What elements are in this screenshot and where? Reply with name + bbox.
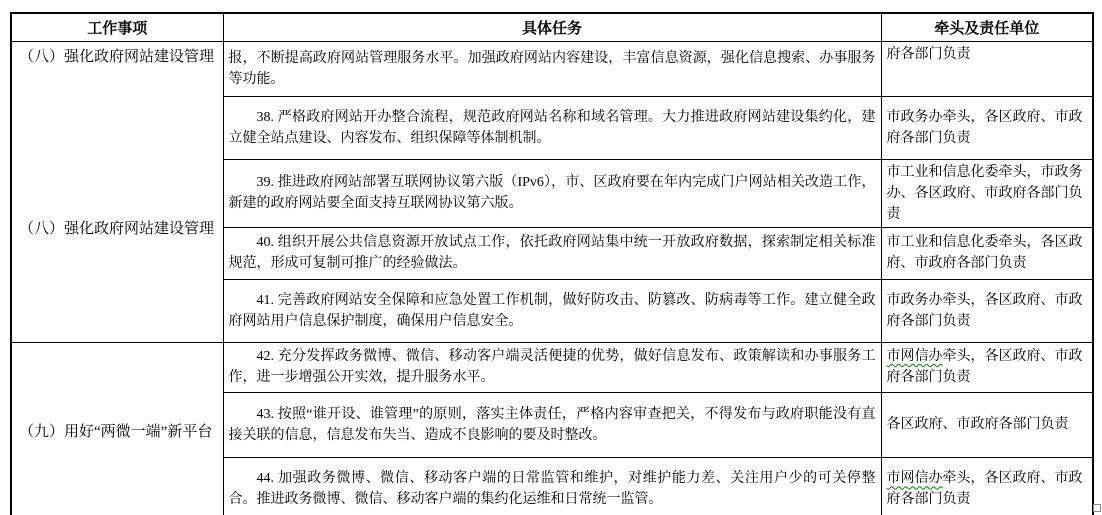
unit-cell xyxy=(881,159,1093,227)
table-resize-handle[interactable] xyxy=(1093,504,1101,512)
task-cell xyxy=(223,41,881,96)
column-header-specific-task: 具体任务 xyxy=(223,13,881,41)
unit-text: 市政务办牵头，各区政府、市政府各部门负责 xyxy=(886,292,1083,329)
task-text: 38. 严格政府网站开办整合流程，规范政府网站名称和域名管理。大力推进政府网站建设集约化，建立健全站点建设、内容发布、组织保障等体制机制。 xyxy=(228,109,876,146)
task-cell xyxy=(223,227,881,279)
section-9-label: （九）用好“两微一端”新平台 xyxy=(19,423,213,440)
task-text: 报，不断提高政府网站管理服务水平。加强政府网站内容建设，丰富信息资源，强化信息搜索、办事服务等功能。 xyxy=(228,50,876,87)
column-header-responsible-unit: 牵头及责任单位 xyxy=(881,13,1093,41)
table-row xyxy=(11,342,1093,392)
task-text: 42. 充分发挥政务微博、微信、移动客户端灵活便捷的优势，做好信息发布、政策解读和办事服务工作，进一步增强公开实效，提升服务水平。 xyxy=(228,349,876,385)
unit-cell xyxy=(881,227,1093,279)
unit-cell xyxy=(881,279,1093,342)
section-8-label-middle: （八）强化政府网站建设管理 xyxy=(19,220,215,237)
task-cell xyxy=(223,96,881,159)
task-cell xyxy=(223,342,881,392)
section-cell-9 xyxy=(11,342,223,515)
task-text: 43. 按照“谁开设、谁管理”的原则，落实主体责任，严格内容审查把关，不得发布与政府职能没有直接关联的信息，信息发布失当、造成不良影响的要及时整改。 xyxy=(228,406,876,443)
unit-text: 市工业和信息化委牵头，市政务办、各区政府、市政府各部门负责 xyxy=(886,164,1083,222)
header-row xyxy=(11,13,1093,41)
task-text: 39. 推进政府网站部署互联网协议第六版（IPv6），市、区政府要在年内完成门户网站相关改造工作，新建的政府网站要全面支持互联网协议第六版。 xyxy=(228,175,876,211)
tasks-table xyxy=(10,12,1094,515)
unit-cell xyxy=(881,41,1093,96)
unit-cell xyxy=(881,342,1093,392)
unit-text: 市政务办牵头，各区政府、市政府各部门负责 xyxy=(886,109,1083,146)
task-text: 44. 加强政务微博、微信、移动客户端的日常监管和维护，对维护能力差、关注用户少的可关停整合。推进政务微博、微信、移动客户端的集约化运维和日常统一监管。 xyxy=(228,471,876,508)
unit-text: 牵头，各区政府、市政府各部门负责 xyxy=(886,349,1083,385)
unit-cell xyxy=(881,392,1093,457)
unit-cell xyxy=(881,96,1093,159)
task-text: 40. 组织开展公共信息资源开放试点工作，依托政府网站集中统一开放政府数据，探索制定相关标准规范，形成可复制可推广的经验做法。 xyxy=(228,235,876,271)
unit-text: 牵头，各区政府、市政府各部门负责 xyxy=(886,471,1083,508)
task-cell xyxy=(223,457,881,515)
unit-text: 市工业和信息化委牵头，各区政府、市政府各部门负责 xyxy=(886,235,1083,271)
task-cell xyxy=(223,159,881,227)
unit-cell xyxy=(881,457,1093,515)
unit-text: 府各部门负责 xyxy=(886,46,971,62)
section-cell-8 xyxy=(11,41,223,342)
unit-wavy-text: 市网信办 xyxy=(886,349,943,364)
task-cell xyxy=(223,279,881,342)
table-row xyxy=(11,41,1093,96)
unit-text: 各区政府、市政府各部门负责 xyxy=(886,417,1069,432)
task-text: 41. 完善政府网站安全保障和应急处置工作机制，做好防攻击、防篡改、防病毒等工作。建立健全政府网站用户信息保护制度，确保用户信息安全。 xyxy=(228,292,876,329)
section-8-label-top: （八）强化政府网站建设管理 xyxy=(19,48,215,65)
unit-wavy-text: 市网信办 xyxy=(886,471,943,487)
column-header-work-item: 工作事项 xyxy=(11,13,223,41)
task-cell xyxy=(223,392,881,457)
